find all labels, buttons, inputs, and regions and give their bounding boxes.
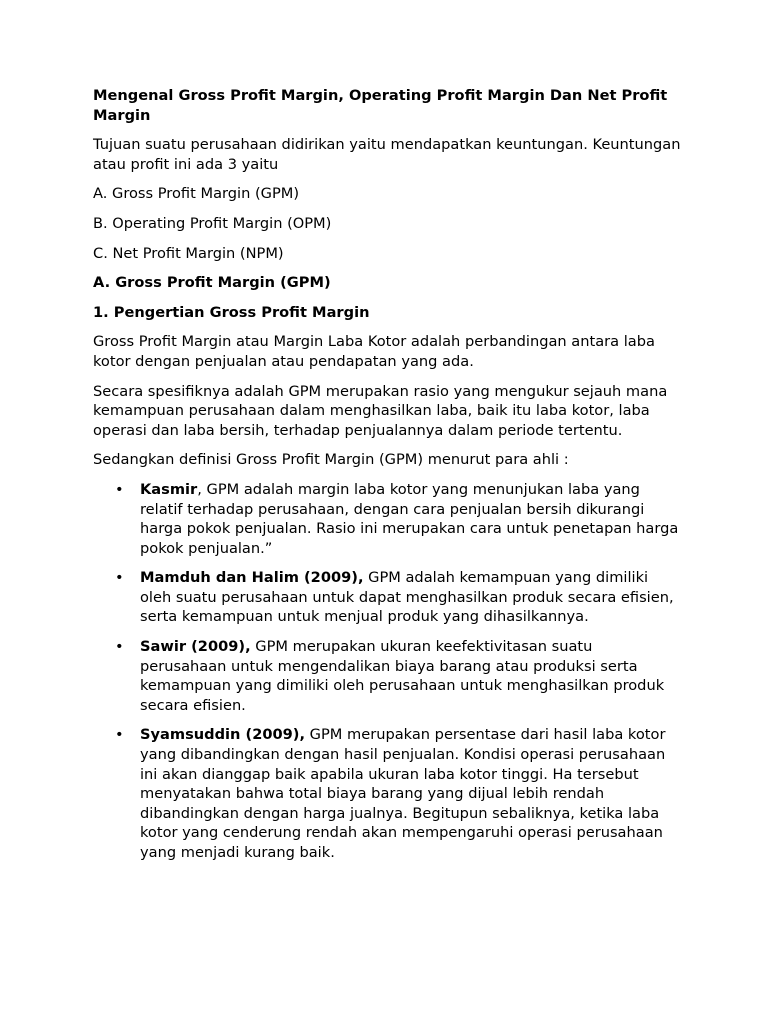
list-item-npm: C. Net Profit Margin (NPM)	[93, 244, 284, 262]
definition-paragraph: Gross Profit Margin atau Margin Laba Kotor adalah perbandingan antara laba kotor dengan penjualan atau pendapatan yang ada.	[93, 333, 655, 370]
section-heading: A. Gross Profit Margin (GPM)	[93, 274, 331, 292]
subsection-heading: 1. Pengertian Gross Profit Margin	[93, 303, 370, 321]
experts-intro-paragraph: Sedangkan definisi Gross Profit Margin (GPM) menurut para ahli :	[93, 451, 569, 469]
definition-author: Kasmir	[140, 480, 198, 498]
specific-paragraph: Secara spesifiknya adalah GPM merupakan rasio yang mengukur sejauh mana kemampuan perusahaan dalam menghasilkan laba, baik itu laba kotor, laba operasi dan laba bersih, terhadap penjualannya dalam periode tertentu.	[93, 382, 668, 439]
bullet-icon: •	[115, 480, 124, 498]
definition-author: Syamsuddin (2009),	[140, 726, 306, 744]
bullet-icon: •	[115, 726, 124, 744]
article-title: Mengenal Gross Profit Margin, Operating Profit Margin Dan Net Profit Margin	[93, 87, 668, 124]
list-item-gpm: A. Gross Profit Margin (GPM)	[93, 185, 300, 203]
definition-text: GPM merupakan persentase dari hasil laba kotor yang dibandingkan dengan hasil penjualan. Kondisi operasi perusahaan ini akan dianggap baik apabila ukuran laba kotor tinggi. Ha tersebut menyatakan bahwa total biaya barang yang dijual lebih rendah dibandingkan dengan harga jualnya. Begitupun sebaliknya, ketika laba kotor yang cenderung rendah akan mempengaruhi operasi perusahaan yang menjadi kurang baik.	[140, 726, 666, 861]
bullet-icon: •	[115, 569, 124, 587]
bullet-icon: •	[115, 638, 124, 656]
definition-author: Mamduh dan Halim (2009),	[140, 569, 364, 587]
definition-text: , GPM adalah margin laba kotor yang menunjukan laba yang relatif terhadap perusahaan, dengan cara penjualan bersih dikurangi harga pokok penjualan. Rasio ini merupakan cara untuk penetapan harga pokok penjualan.”	[140, 480, 679, 557]
definition-author: Sawir (2009),	[140, 638, 251, 656]
definition-text: GPM merupakan ukuran keefektivitasan suatu perusahaan untuk mengendalikan biaya barang atau produksi serta kemampuan yang dimiliki oleh perusahaan untuk menghasilkan produk secara efisien.	[140, 638, 665, 714]
expert-definitions-list	[93, 480, 683, 863]
definition-text: GPM adalah kemampuan yang dimiliki oleh suatu perusahaan untuk dapat menghasilkan produk secara efisien, serta kemampuan untuk menjual produk yang dihasilkannya.	[140, 569, 674, 626]
list-item-opm: B. Operating Profit Margin (OPM)	[93, 214, 332, 232]
definition-item-kasmir	[115, 480, 683, 558]
document-page	[93, 86, 683, 873]
definition-item-mamduh-halim	[115, 568, 683, 627]
definition-item-syamsuddin	[115, 725, 683, 862]
intro-paragraph: Tujuan suatu perusahaan didirikan yaitu mendapatkan keuntungan. Keuntungan atau profit ini ada 3 yaitu	[93, 136, 681, 173]
definition-item-sawir	[115, 637, 683, 715]
